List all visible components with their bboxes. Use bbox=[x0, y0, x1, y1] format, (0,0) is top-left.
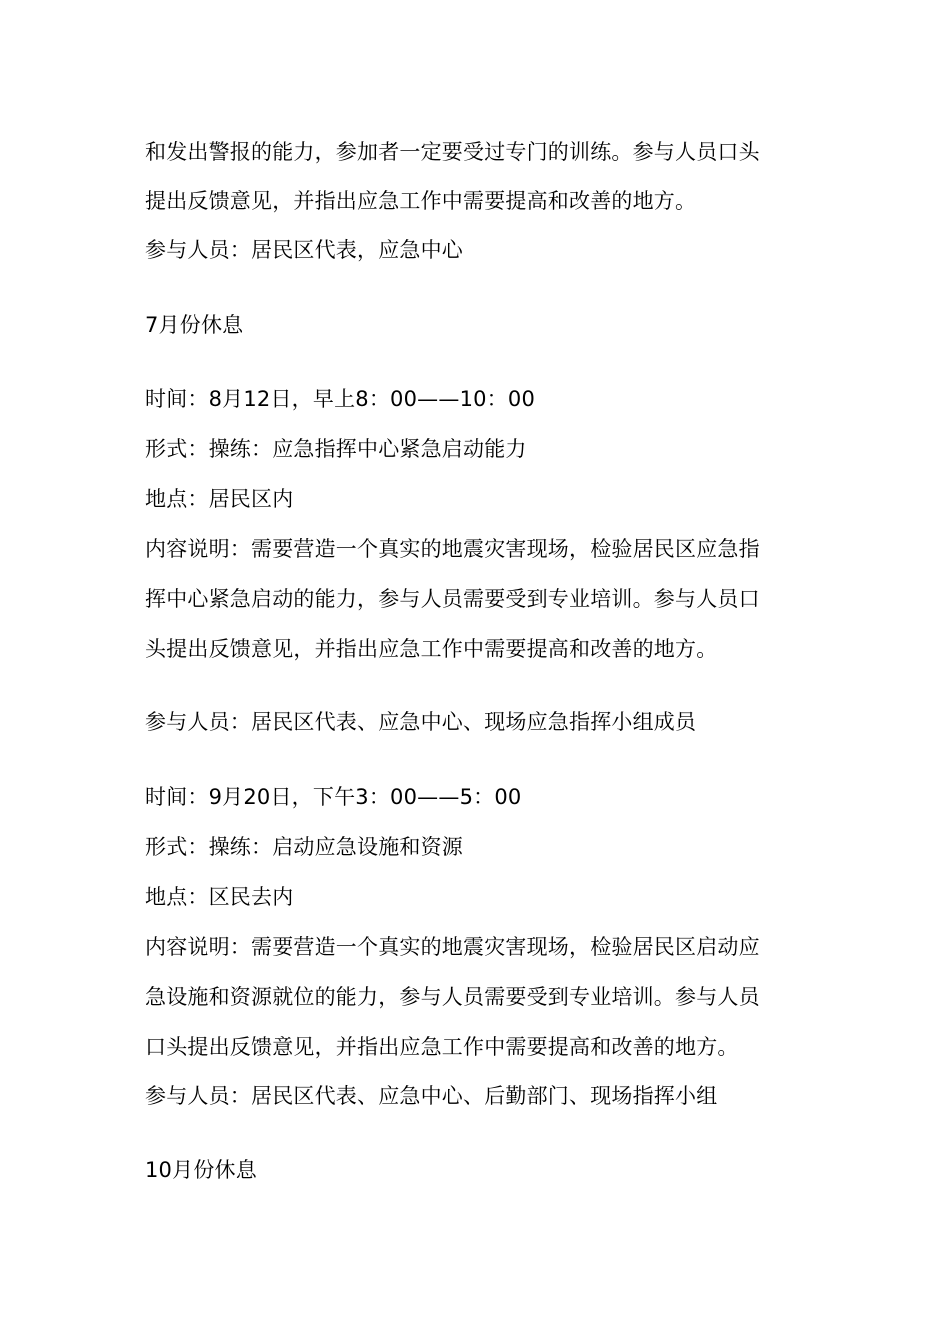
content-description-line: 挥中心紧急启动的能力，参与人员需要受到专业培训。参与人员口 bbox=[145, 587, 760, 611]
content-description-line: 内容说明：需要营造一个真实的地震灾害现场，检验居民区启动应 bbox=[145, 935, 760, 959]
paragraph-line: 和发出警报的能力，参加者一定要受过专门的训练。参与人员口头 bbox=[145, 140, 760, 164]
form-line: 形式：操练：应急指挥中心紧急启动能力 bbox=[145, 437, 527, 461]
participants-line: 参与人员：居民区代表、应急中心、后勤部门、现场指挥小组 bbox=[145, 1084, 718, 1108]
form-line: 形式：操练：启动应急设施和资源 bbox=[145, 835, 463, 859]
content-description-line: 口头提出反馈意见，并指出应急工作中需要提高和改善的地方。 bbox=[145, 1035, 739, 1059]
time-line: 时间：9月20日，下午3：00——5：00 bbox=[145, 785, 522, 809]
content-description-line: 急设施和资源就位的能力，参与人员需要受到专业培训。参与人员 bbox=[145, 985, 760, 1009]
content-description-line: 头提出反馈意见，并指出应急工作中需要提高和改善的地方。 bbox=[145, 637, 718, 661]
location-line: 地点：居民区内 bbox=[145, 487, 294, 511]
month-rest-line: 7月份休息 bbox=[145, 313, 244, 337]
content-description-line: 内容说明：需要营造一个真实的地震灾害现场，检验居民区应急指 bbox=[145, 537, 760, 561]
location-line: 地点：区民去内 bbox=[145, 885, 294, 909]
time-line: 时间：8月12日，早上8：00——10：00 bbox=[145, 387, 536, 411]
month-rest-line: 10月份休息 bbox=[145, 1158, 257, 1182]
participants-line: 参与人员：居民区代表、应急中心、现场应急指挥小组成员 bbox=[145, 710, 697, 734]
paragraph-line: 提出反馈意见，并指出应急工作中需要提高和改善的地方。 bbox=[145, 189, 697, 213]
participants-line: 参与人员：居民区代表，应急中心 bbox=[145, 238, 463, 262]
